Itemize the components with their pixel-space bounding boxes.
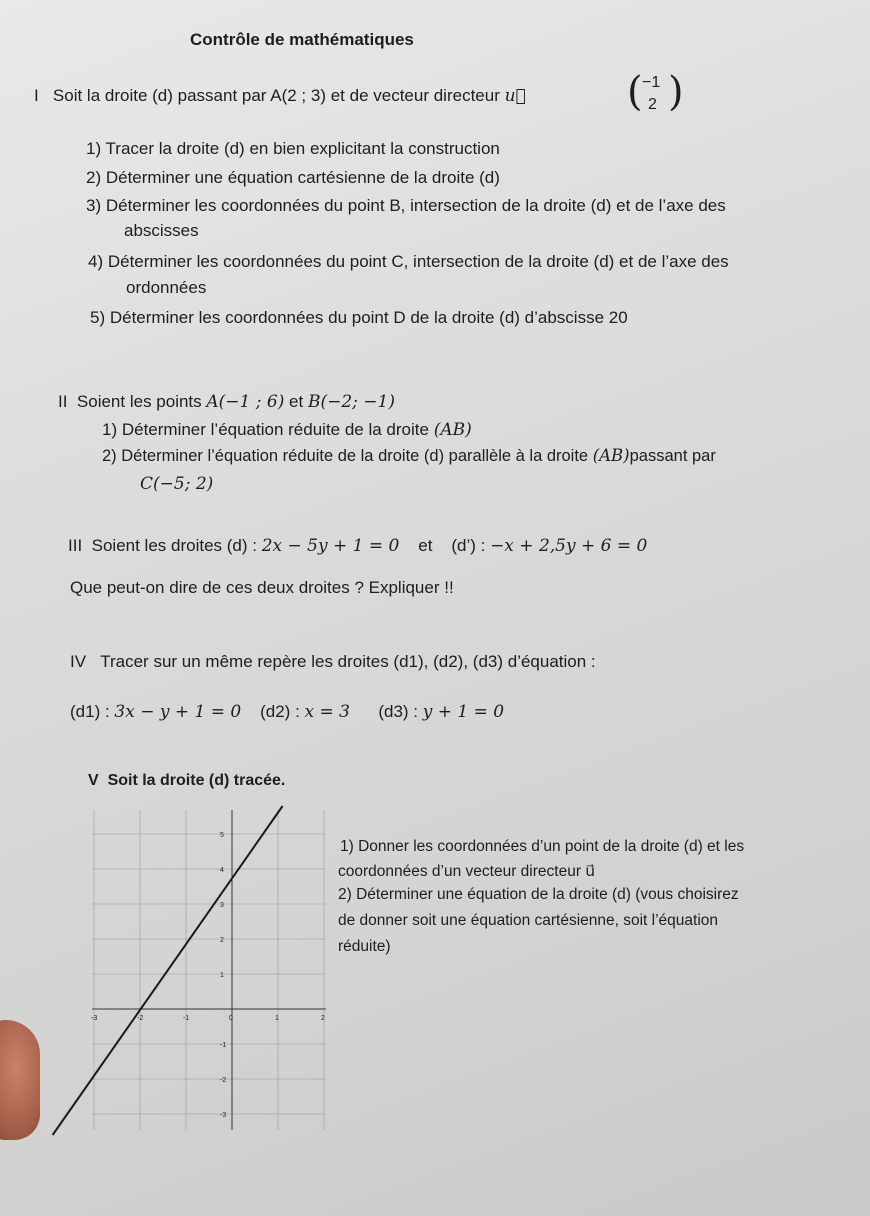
x-tick-label: -3 (91, 1015, 98, 1022)
section-iv-equations (70, 702, 504, 722)
y-tick-label: -2 (220, 1077, 227, 1084)
section-i-item-4: 4) Déterminer les coordonnées du point C, intersection de la droite (d) et de l’axe des (88, 252, 729, 271)
section-v-q1: 1) Donner les coordonnées d’un point de la droite (d) et les (340, 838, 745, 855)
x-tick-label: 2 (321, 1015, 325, 1022)
section-ii-item-2-text: 2) Déterminer l’équation réduite de la droite (d) parallèle à la droite (102, 447, 593, 465)
x-tick-label: -1 (183, 1015, 190, 1022)
section-i-item-3-cont: abscisses (124, 221, 199, 240)
graph-grid (92, 810, 326, 1130)
section-i-number: I (34, 86, 39, 105)
section-ii-point-a: A(−1 ; 6) (206, 392, 285, 412)
graph-figure (92, 810, 326, 1140)
vector-top: −1 (642, 74, 661, 91)
line-d (53, 806, 283, 1135)
section-v-text: Soit la droite (d) tracée. (107, 772, 286, 789)
section-i-text-before: Soit la droite (d) passant par (52, 86, 271, 105)
section-i-item-4-cont: ordonnées (126, 278, 207, 297)
section-ii-text: Soient les points (76, 392, 207, 411)
section-v-q2: 2) Déterminer une équation de la droite (d) (vous choisirez (338, 886, 739, 903)
section-v-q2-cont: de donner soit une équation cartésienne, soit l’équation (338, 912, 719, 929)
d2-label: (d2) : (260, 702, 305, 721)
d2-equation: x = 3 (304, 702, 350, 722)
section-i-text-after: et de vecteur directeur (326, 86, 505, 105)
x-tick-label: 0 (229, 1015, 233, 1022)
section-ii-item-2-ab: (AB) (592, 446, 630, 465)
section-iii-eq2: −x + 2,5y + 6 = 0 (490, 536, 648, 556)
y-tick-label: 4 (220, 867, 224, 874)
section-iv-number: IV (70, 652, 87, 671)
x-tick-label: 1 (275, 1015, 279, 1022)
section-iii-number: III (68, 536, 83, 555)
section-iii-text: Soient les droites (d) : (91, 536, 262, 555)
section-ii-number: II (58, 392, 68, 411)
section-v-number: V (88, 772, 99, 789)
y-tick-label: 3 (220, 902, 224, 909)
section-iii-question: Que peut-on dire de ces deux droites ? Expliquer !! (70, 578, 454, 597)
section-i-item-1: 1) Tracer la droite (d) en bien explicitant la construction (86, 139, 500, 158)
y-tick-label: -3 (220, 1112, 227, 1119)
section-ii-item-1-text: 1) Déterminer l’équation réduite de la droite (102, 420, 434, 439)
section-ii-item-2-after: passant par (629, 447, 716, 465)
d3-label: (d3) : (378, 702, 423, 721)
section-iv-intro (70, 652, 596, 672)
section-v-q1-cont: coordonnées d’un vecteur directeur u⃗ (338, 863, 596, 880)
d3-equation: y + 1 = 0 (422, 702, 505, 722)
vector-bottom: 2 (648, 96, 657, 113)
d1-equation: 3x − y + 1 = 0 (114, 702, 242, 722)
section-iii-et: et (418, 536, 433, 555)
section-v-q2-cont2: réduite) (338, 938, 391, 955)
section-v-intro (88, 772, 285, 790)
section-ii-intro (58, 392, 395, 412)
section-i-item-5: 5) Déterminer les coordonnées du point D de la droite (d) d’abscisse 20 (90, 308, 628, 327)
section-iii-intro (68, 536, 647, 556)
y-tick-label: -1 (220, 1042, 227, 1049)
section-i-vector: u⃗ (504, 86, 526, 106)
section-iii-d2: (d’) : (451, 536, 491, 555)
section-ii-et: et (284, 392, 308, 411)
graph-axes (92, 810, 326, 1130)
section-i-item-2: 2) Déterminer une équation cartésienne de la droite (d) (86, 168, 500, 187)
section-ii-item-1 (102, 420, 472, 440)
x-tick-label: -2 (137, 1015, 144, 1022)
vector-right-paren: ) (668, 69, 684, 115)
finger-photo-artifact (0, 1020, 40, 1140)
section-ii-item-1-ab: (AB) (433, 420, 472, 440)
y-tick-label: 5 (220, 832, 224, 839)
section-ii-point-c: C(−5; 2) (140, 474, 214, 494)
section-i-item-3: 3) Déterminer les coordonnées du point B, intersection de la droite (d) et de l’axe des (86, 196, 726, 215)
section-iii-eq1: 2x − 5y + 1 = 0 (261, 536, 400, 556)
d1-label: (d1) : (70, 702, 115, 721)
graph-tick-labels (91, 832, 325, 1119)
section-i-point-a: A(2 ; 3) (270, 86, 326, 105)
vector-left-paren: ( (627, 69, 643, 115)
section-ii-point-b: B(−2; −1) (307, 392, 395, 412)
page-title: Contrôle de mathématiques (190, 30, 414, 49)
y-tick-label: 1 (220, 972, 224, 979)
y-tick-label: 2 (220, 937, 224, 944)
section-i-intro (34, 86, 526, 106)
section-iv-text: Tracer sur un même repère les droites (d1), (d2), (d3) d’équation : (100, 652, 596, 671)
section-ii-item-2 (102, 446, 716, 466)
